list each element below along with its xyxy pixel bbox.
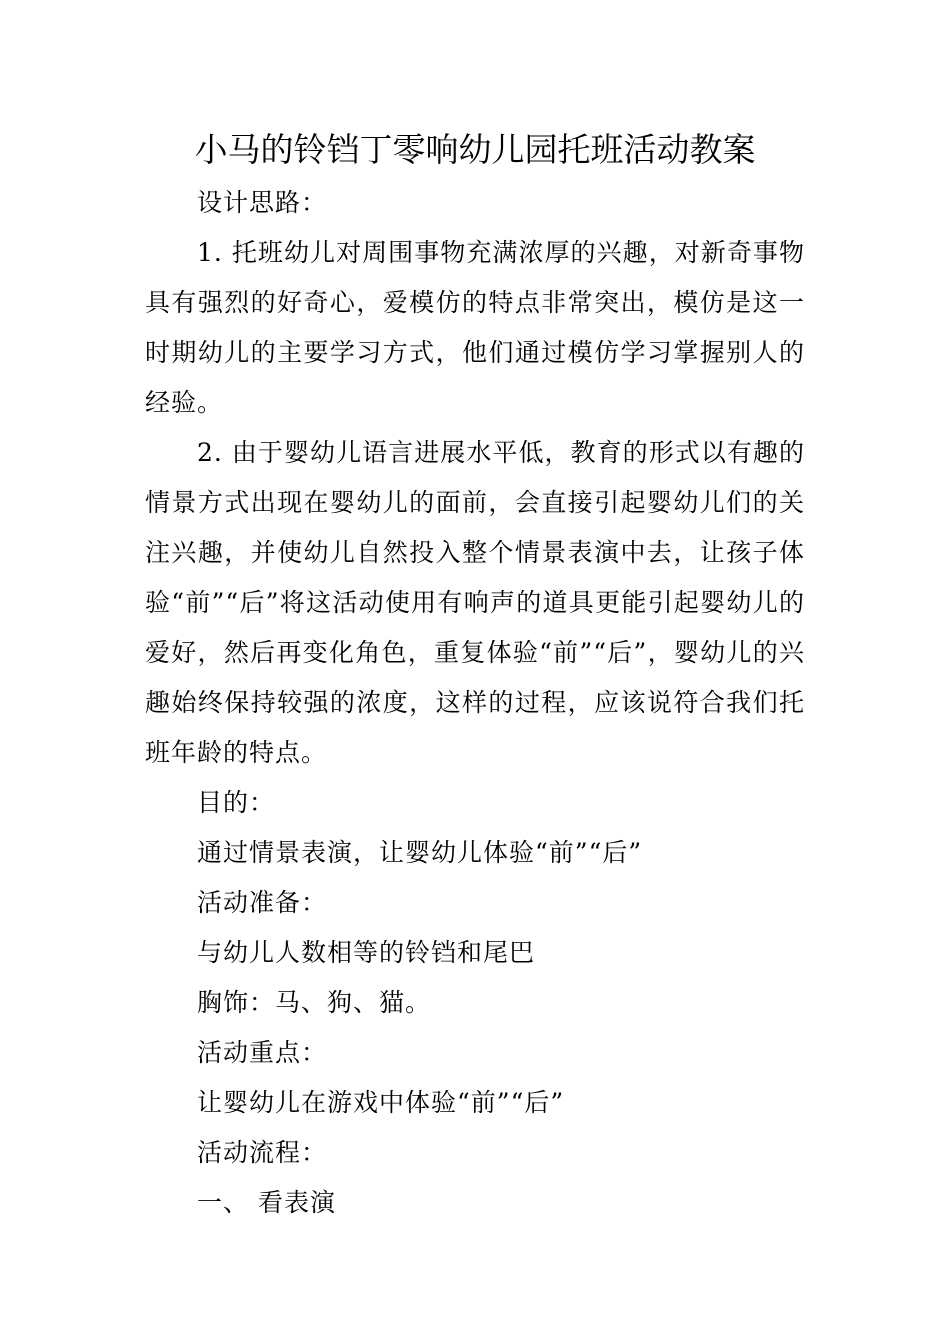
paragraph-design-1: 1. 托班幼儿对周围事物充满浓厚的兴趣，对新奇事物具有强烈的好奇心，爱模仿的特点非常突出，模仿是这一时期幼儿的主要学习方式，他们通过模仿学习掌握别人的经验。 bbox=[145, 238, 805, 417]
section-heading-process: 活动流程： bbox=[197, 1138, 328, 1167]
paragraph-process-1: 一、 看表演 bbox=[197, 1188, 336, 1217]
paragraph-goal: 通过情景表演，让婴幼儿体验“前”“后” bbox=[197, 838, 643, 867]
paragraph-preparation-1: 与幼儿人数相等的铃铛和尾巴 bbox=[197, 938, 536, 967]
paragraph-preparation-2: 胸饰：马、狗、猫。 bbox=[197, 988, 432, 1017]
paragraph-focus: 让婴幼儿在游戏中体验“前”“后” bbox=[197, 1088, 565, 1117]
section-heading-focus: 活动重点： bbox=[197, 1038, 328, 1067]
section-heading-design: 设计思路： bbox=[197, 188, 328, 217]
paragraph-design-2: 2. 由于婴幼儿语言进展水平低，教育的形式以有趣的情景方式出现在婴幼儿的面前，会直接引起婴幼儿们的关注兴趣，并使幼儿自然投入整个情景表演中去，让孩子体验“前”“后”将这活动使用有响声的道具更能引起婴幼儿的爱好，然后再变化角色，重复体验“前”“后”，婴幼儿的兴趣始终保持较强的浓度，这样的过程，应该说符合我们托班年龄的特点。 bbox=[145, 438, 805, 767]
document-body bbox=[145, 178, 805, 1228]
document-title: 小马的铃铛丁零响幼儿园托班活动教案 bbox=[194, 130, 756, 169]
section-heading-goal: 目的： bbox=[197, 788, 276, 817]
section-heading-preparation: 活动准备： bbox=[197, 888, 328, 917]
